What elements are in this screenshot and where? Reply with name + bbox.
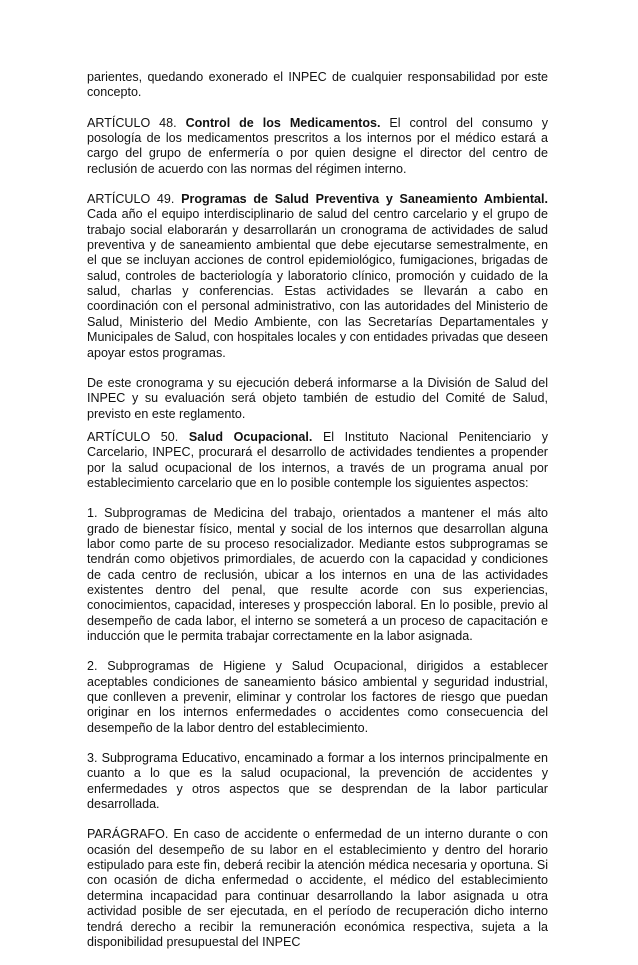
- article-49-title: Programas de Salud Preventiva y Saneamiento Ambiental.: [181, 192, 548, 207]
- article-49-text: Cada año el equipo interdisciplinario de salud del centro carcelario y el grupo de trabajo social elaborarán y desarrollarán un cronograma de actividades de salud preventiva y de saneamiento ambiental que debe ejecutarse semestralmente, en el que se incluyan acciones de control epidemiológico, fumigaciones, brigadas de salud, controles de bacteriología y laboratorio clínico, promoción y cuidado de la salud, charlas y conferencias. Estas actividades se llevarán a cabo en coordinación con el personal administrativo, con las autoridades del Ministerio de Salud, Ministerio del Medio Ambiente, con las Secretarías Departamentales y Municipales de Salud, con hospitales locales y con entidades privadas que deseen apoyar estos programas.: [87, 207, 548, 360]
- article-49-number: ARTÍCULO 49.: [87, 192, 182, 207]
- list-item-2: 2. Subprogramas de Higiene y Salud Ocupacional, dirigidos a establecer aceptables condiciones de saneamiento básico ambiental y seguridad industrial, que conlleven a prevenir, eliminar y controlar los factores de riesgo que puedan originar en los internos enfermedades o accidentes como consecuencia del desempeño de la labor dentro del establecimiento.: [87, 659, 548, 735]
- list-item-1: 1. Subprogramas de Medicina del trabajo, orientados a mantener el más alto grado de bienestar físico, mental y social de los internos que desarrollan alguna labor como parte de su proceso resocializador. Mediante estos subprogramas se tendrán como objetivos primordiales, de acuerdo con la capacidad y condiciones de cada centro de reclusión, ubicar a los internos en una de las actividades existentes dentro del penal, que resulte acorde con sus experiencias, conocimientos, capacidad, intereses y prospección laboral. En lo posible, previo al desempeño de cada labor, el interno se someterá a un proceso de capacitación e inducción que le permita trabajar correctamente en la labor asignada.: [87, 506, 548, 643]
- article-48-title: Control de los Medicamentos.: [185, 115, 381, 130]
- paragraph-continuation: parientes, quedando exonerado el INPEC de cualquier responsabilidad por este concepto.: [87, 70, 548, 100]
- article-48-number: ARTÍCULO 48.: [87, 115, 186, 130]
- article-50: [87, 430, 548, 491]
- article-48: [87, 116, 548, 177]
- article-50-text: El Instituto Nacional Penitenciario y Carcelario, INPEC, procurará el desarrollo de actividades tendientes a propender por la salud ocupacional de los internos, a través de un programa anual por establecimiento carcelario que en lo posible contemple los siguientes aspectos:: [87, 429, 548, 490]
- article-49: [87, 192, 548, 361]
- paragrafo: PARÁGRAFO. En caso de accidente o enfermedad de un interno durante o con ocasión del desempeño de su labor en el establecimiento y dentro del horario estipulado para este fin, deberá recibir la atención médica necesaria y oportuna. Si con ocasión de dicha enfermedad o accidente, el médico del establecimiento determina incapacidad para continuar desarrollando la labor asignada u otra actividad posible de ser ejecutada, en el período de recuperación dicho interno tendrá derecho a recibir la remuneración económica respectiva, sujeta a la disponibilidad presupuestal del INPEC: [87, 827, 548, 949]
- paragraph-cronograma: De este cronograma y su ejecución deberá informarse a la División de Salud del INPEC y su evaluación será objeto también de estudio del Comité de Salud, previsto en este reglamento.: [87, 375, 548, 421]
- document-page: [87, 70, 548, 965]
- article-50-number: ARTÍCULO 50.: [87, 429, 189, 444]
- article-48-text: El control del consumo y posología de los medicamentos prescritos a los internos por el médico estará a cargo del grupo de enfermería o por quien designe el director del centro de reclusión de acuerdo con las normas del régimen interno.: [87, 115, 548, 176]
- list-item-3: 3. Subprograma Educativo, encaminado a formar a los internos principalmente en cuanto a lo que es la salud ocupacional, la prevención de accidentes y enfermedades y otros aspectos que se desprendan de la labor particular desarrollada.: [87, 751, 548, 812]
- article-50-title: Salud Ocupacional.: [188, 429, 313, 444]
